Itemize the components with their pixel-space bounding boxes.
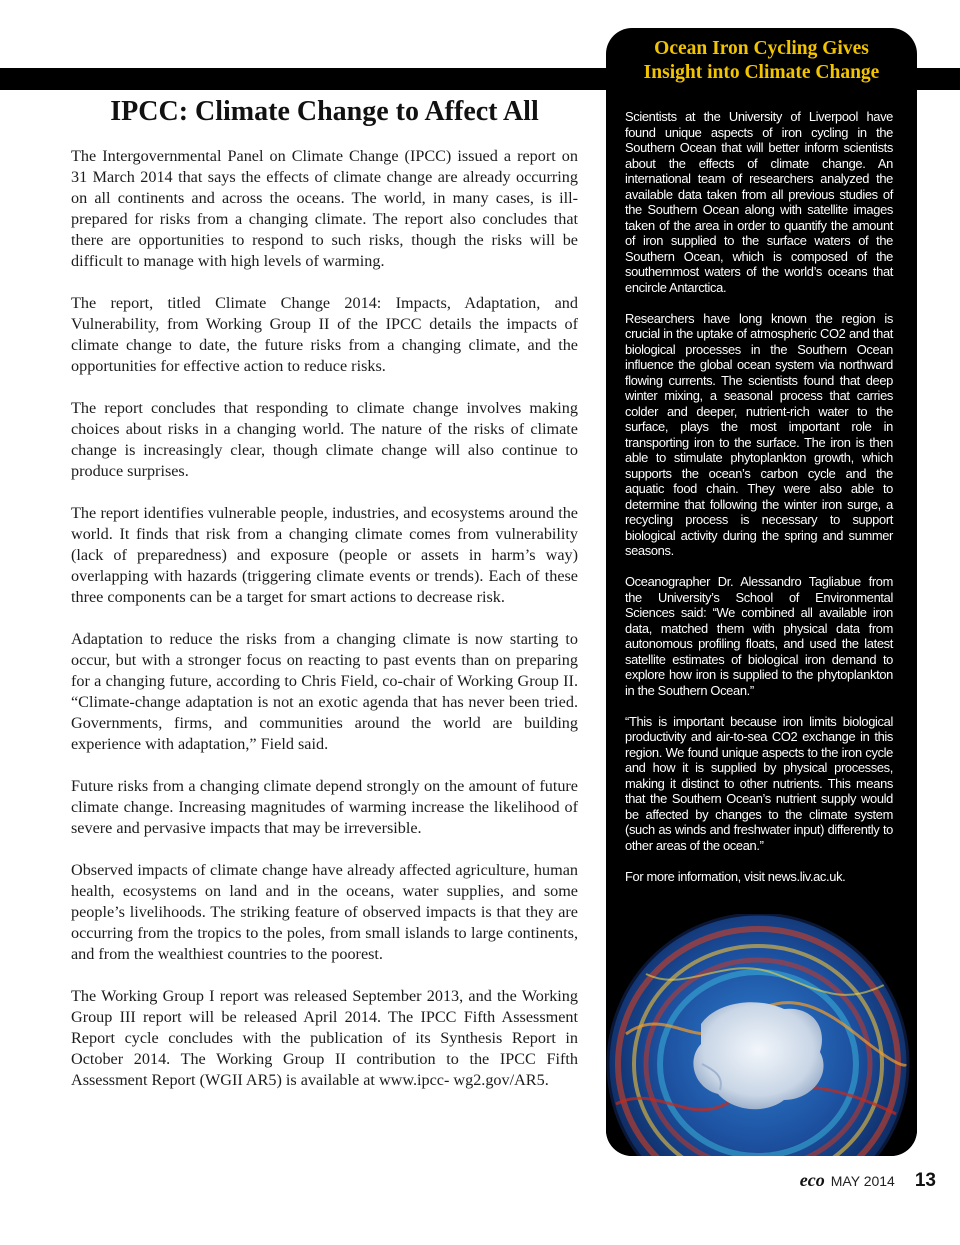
page-footer [800, 1170, 936, 1192]
sidebar-paragraph: Oceanographer Dr. Alessandro Tagliabue from the University’s School of Environmental Sciences said: “We combined all available iron data, matched them with physical data from autonomous profiling floats, and used the latest satellite estimates of biological iron demand to explore how iron is supplied to the phytoplankton in the Southern Ocean.” [625, 574, 893, 698]
sidebar-paragraph: Scientists at the University of Liverpool have found unique aspects of iron cycling in the Southern Ocean that will better inform scientists about the effects of climate change. An international team of researchers analyzed the available data taken from all previous studies of the Southern Ocean along with satellite images taken of the area in order to quantify the amount of iron supplied to the surface waters of the Southern Ocean, which is composed of the southernmost waters of the world’s oceans that encircle Antarctica. [625, 109, 893, 295]
southern-ocean-globe-illustration [606, 914, 917, 1156]
article-paragraph: The report identifies vulnerable people, industries, and ecosystems around the world. It finds that risk from a changing climate comes from vulnerability (lack of preparedness) and exposure (people or assets in harm’s way) overlapping with hazards (triggering climate events or trends). Each of these three components can be a target for smart actions to decrease risk. [71, 504, 578, 606]
ocean-globe-image [606, 914, 917, 1156]
article-paragraph: Adaptation to reduce the risks from a changing climate is now starting to occur, but with a stronger focus on reacting to past events than on preparing for a changing future, according to Chris Field, co-chair of Working Group II. “Climate-change adaptation is not an exotic agenda that has never been tried. Governments, firms, and communities around the world are building experience with adaptation,” Field said. [71, 630, 578, 753]
sidebar-paragraph: Researchers have long known the region is crucial in the uptake of atmospheric CO2 and that biological processes in the Southern Ocean influence the global ocean system via northward flowing currents. The scientists found that deep winter mixing, a seasonal process that carries colder and deeper, nutrient-rich water to the surface, plays the most important role in transporting iron to the surface. The iron is then able to stimulate phytoplankton growth, which supports the ocean’s carbon cycle and the aquatic food chain. They were also able to determine that following the winter iron surge, a recycling process is necessary to support biological activity during the spring and summer seasons. [625, 310, 893, 558]
article-paragraph: Future risks from a changing climate depend strongly on the amount of future climate change. Increasing magnitudes of warming increase the likelihood of severe and pervasive impacts that may be irreversible. [71, 777, 578, 837]
sidebar-paragraph: For more information, visit news.liv.ac.uk. [625, 868, 846, 884]
issue-date: MAY 2014 [830, 1173, 895, 1189]
sidebar-paragraph: “This is important because iron limits biological productivity and air-to-sea CO2 exchange in this region. We found unique aspects to the iron cycle and how it is supplied by physical processes, making it distinct to other nutrients. This means that the Southern Ocean’s nutrient supply would be affected by changes to the climate system (such as winds and freshwater input) differently to other areas of the ocean.” [625, 713, 893, 853]
sidebar-title-line-2: Insight into Climate Change [643, 62, 880, 83]
sidebar-title [606, 37, 917, 85]
sidebar-title-line-1: Ocean Iron Cycling Gives [654, 38, 869, 59]
main-article [71, 96, 578, 1112]
magazine-brand: eco [799, 1170, 825, 1190]
article-paragraph: The Working Group I report was released September 2013, and the Working Group III report will be released April 2014. The IPCC Fifth Assessment Report cycle concludes with the publication of its Synthesis Report in October 2014. The Working Group II contribution to the IPCC Fifth Assessment Report (WGII AR5) is available at www.ipcc- wg2.gov/AR5. [71, 987, 578, 1089]
article-paragraph: Observed impacts of climate change have already affected agriculture, human health, ecosystems on land and in the oceans, water supplies, and some people’s livelihoods. The striking feature of observed impacts is that they are occurring from the tropics to the poles, from small islands to large continents, and from the wealthiest countries to the poorest. [71, 861, 578, 963]
page-number: 13 [914, 1170, 936, 1191]
article-paragraph: The report, titled Climate Change 2014: Impacts, Adaptation, and Vulnerability, from Working Group II of the IPCC details the impacts of climate change to date, the future risks from a changing climate, and the opportunities for effective action to reduce risks. [71, 294, 578, 375]
sidebar-body [625, 109, 893, 900]
article-paragraph: The report concludes that responding to climate change involves making choices about risks in a changing world. The nature of the risks of climate change is increasingly clear, though climate change will also continue to produce surprises. [71, 399, 578, 480]
article-paragraph: The Intergovernmental Panel on Climate Change (IPCC) issued a report on 31 March 2014 that says the effects of climate change are already occurring on all continents and across the oceans. The world, in many cases, is ill-prepared for risks from a changing climate. The report also concludes that there are opportunities to respond to such risks, though the risks will be difficult to manage with high levels of warming. [71, 147, 578, 270]
article-title: IPCC: Climate Change to Affect All [110, 96, 539, 127]
sidebar-box [606, 28, 917, 1156]
